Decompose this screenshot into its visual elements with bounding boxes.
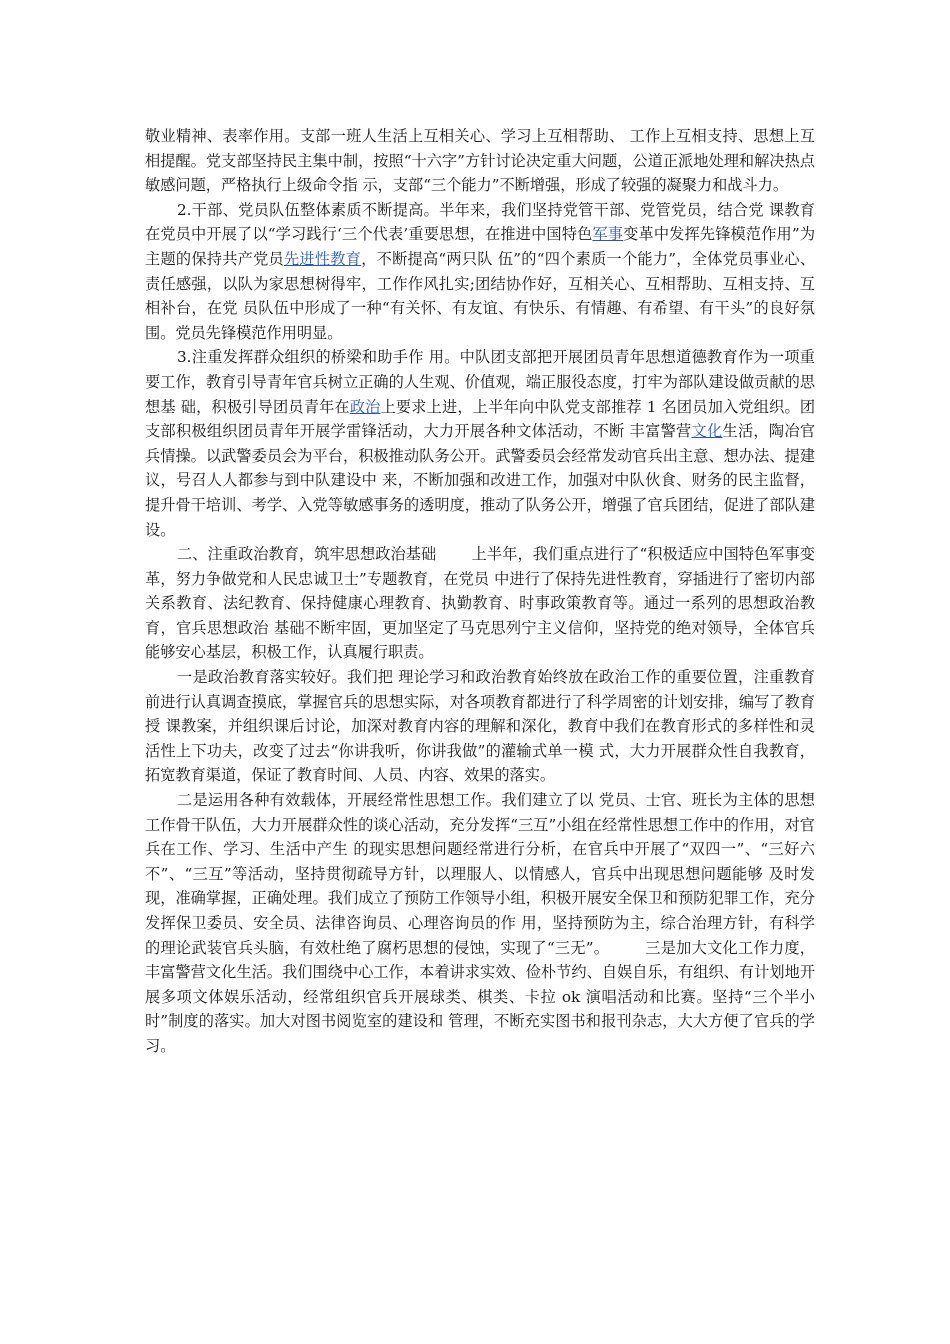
link-politics[interactable]: 政治 — [349, 397, 381, 416]
paragraph-text: 变革中发挥先锋模范作用”为主题的保持共产党员 — [145, 225, 816, 268]
paragraph-text: 二、注重政治教育，筑牢思想政治基础 上半年，我们重点进行了“积极适应中国特色军事变革，努力争做党和人民忠诚卫士”专题教育，在党员 中进行了保持先进性教育，穿插进行了密切内部关系教育、法纪教育、保持健康心理教育、执勤教育、时事政策教育等。通过一系列的思想政治教育，官兵思想政治 基础不断牢固，更加坚定了马克思列宁主义信仰，坚持党的绝对领导，全体官兵能够安心基层，积极工作，认真履行职责。 — [145, 545, 815, 662]
paragraph-text: 二是运用各种有效载体，开展经常性思想工作。我们建立了以 党员、士官、班长为主体的思想工作骨干队伍，大力开展群众性的谈心活动，充分发挥“三互”小组在经常性思想工作中的作用，对官兵在工作、学习、生活中产生 的现实思想问题经常进行分析，在官兵中开展了“双四一”、“三好六不”、“三互”等活动，坚持贯彻疏导方针，以理服人、以情感人，官兵中出现思想问题能够 及时发现，准确掌握，正确处理。我们成立了预防工作领导小组，积极开展安全保卫和预防犯罪工作，充分发挥保卫委员、安全员、法律咨询员、心理咨询员的作 用，坚持预防为主，综合治理方针，有科学的理论武装官兵头脑，有效杜绝了腐朽思想的侵蚀，实现了“三无”。 三是加大文化工作力度，丰富警营文化生活。我们围绕中心工作，本着讲求实效、俭朴节约、自娱自乐，有组织、有计划地开展多项文体娱乐活动，经常组织官兵开展球类、棋类、卡拉 ok 演唱活动和比赛。坚持“三个半小时”制度的落实。加大对图书阅览室的建设和 管理，不断充实图书和报刊杂志，大大方便了官兵的学习。 — [145, 791, 815, 1055]
paragraph-text: 2.干部、党员队伍整体素质不断提高。半年来，我们坚持党管干部、党管党员，结合党 课教育在党员中开展了以“学习践行‘三个代表’重要思想，在推进中国特色 — [145, 200, 815, 244]
paragraph-text: ，不断提高“两只队 伍”的“四个素质一个能力”，全体党员事业心、责任感强，以队为家思想树得牢，工作作风扎实;团结协作好，互相关心、互相帮助、互相支持、互相补台，在党 员队伍中形成了一种“有关怀、有友谊、有快乐、有情趣、有希望、有干头”的良好氛围。党员先锋模范作用明显。 — [145, 249, 816, 342]
document-page — [145, 124, 815, 1059]
paragraph-3 — [145, 345, 815, 542]
link-advanced-education[interactable]: 先进性教育 — [283, 249, 362, 268]
paragraph-1 — [145, 124, 815, 198]
link-culture[interactable]: 文化 — [691, 422, 723, 441]
paragraph-6 — [145, 788, 815, 1059]
paragraph-text: 生活，陶冶官兵情操。以武警委员会为平台，积极推动队务公开。武警委员会经常发动官兵出主意、想办法、提建议，号召人人都参与到中队建设中 来，不断加强和改进工作，加强对中队伙食、财务的民主监督，提升骨干培训、考学、入党等敏感事务的透明度，推动了队务公开，增强了官兵团结，促进了部队建 设。 — [145, 422, 816, 539]
paragraph-text: 3.注重发挥群众组织的桥梁和助手作 用。中队团支部把开展团员青年思想道德教育作为一项重要工作，教育引导青年官兵树立正确的人生观、价值观，端正服役态度，打牢为部队建设做贡献的思想基 础，积极引导团员青年在 — [145, 348, 815, 416]
paragraph-4 — [145, 542, 815, 665]
paragraph-5 — [145, 665, 815, 788]
paragraph-text: 上要求上进，上半年向中队党支部推荐 1 名团员加入党组织。团支部积极组织团员青年开展学雷锋活动，大力开展各种文体活动，不断 丰富警营 — [145, 397, 816, 441]
paragraph-2 — [145, 198, 815, 346]
paragraph-text: 一是政治教育落实较好。我们把 理论学习和政治教育始终放在政治工作的重要位置，注重教育前进行认真调查摸底，掌握官兵的思想实际，对各项教育都进行了科学周密的计划安排，编写了教育授 课教案，并组织课后讨论，加深对教育内容的理解和深化，教育中我们在教育形式的多样性和灵活性上下功夫，改变了过去“你讲我听，你讲我做”的灌输式单一模 式，大力开展群众性自我教育，拓宽教育渠道，保证了教育时间、人员、内容、效果的落实。 — [145, 668, 815, 785]
link-military[interactable]: 军事 — [592, 225, 624, 244]
paragraph-text: 敬业精神、表率作用。支部一班人生活上互相关心、学习上互相帮助、 工作上互相支持、思想上互相提醒。党支部坚持民主集中制，按照“十六字”方针讨论决定重大问题，公道正派地处理和解决热点敏感问题，严格执行上级命令指 示，支部“三个能力”不断增强，形成了较强的凝聚力和战斗力。 — [145, 127, 815, 195]
